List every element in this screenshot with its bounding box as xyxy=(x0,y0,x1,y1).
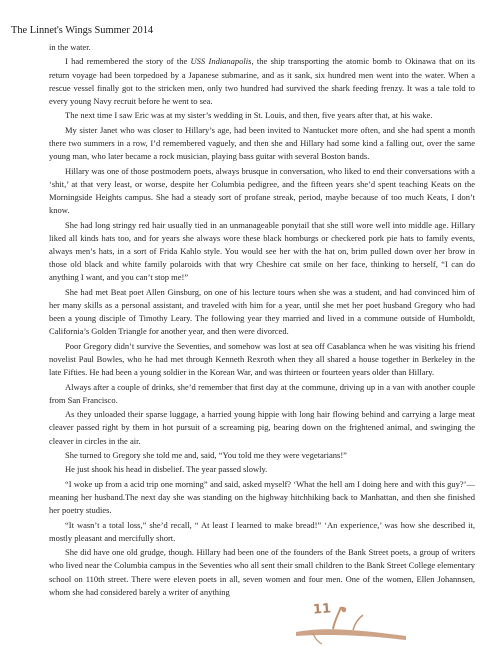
ship-name: USS Indianapolis xyxy=(190,56,252,67)
paragraph: The next time I saw Eric was at my sister’s wedding in St. Louis, and then, five years after that, at his wake. xyxy=(65,110,433,121)
paragraph: He just shook his head in disbelief. The year passed slowly. xyxy=(65,464,268,475)
paragraph: She did have one old grudge, though. Hillary had been one of the founders of the Bank Street poets, a group of writers who lived near the Columbia campus in the Seventies who all sent their small children to the Bank Street College elementary school on 110th street. There were eleven poets in all, seven women and four men. One of the women, Ellen Johannsen, whom she had considered barely a writer of anything xyxy=(49,547,475,597)
branch-ornament-icon xyxy=(293,603,410,645)
paragraph: “I woke up from a acid trip one morning” and said, asked myself? ‘What the hell am I doing here and with this guy?’— meaning her husband.The next day she was standing on the highway hitchhiking back to Manhattan, and then she finished her poetry studies. xyxy=(49,478,475,516)
paragraph: I had remembered the story of the USS Indianapolis, the ship transporting the atomic bomb to Okinawa that on its return voyage had been torpedoed by a Japanese submarine, and as it sank, six hundred men went into the water. When a rescue vessel finally got to the stricken men, only two hundred had survived the shark feeding frenzy. It was a tale told to every young Navy recruit before he went to sea. xyxy=(49,56,475,106)
paragraph: She had long stringy red hair usually tied in an unmanageable ponytail that she still wore well into middle age. Hillary liked all kinds hats too, and for years she always wore these black homburgs or checkered pork pie hats to family events, always men’s hats, in a sort of Frida Kahlo style. You would see her with the hat on, brim pulled down over her brow in those old black and white family polaroids with that wry Cheshire cat smile on her face, thinking to herself, “I can do anything I want, and you can’t stop me!” xyxy=(49,219,475,283)
running-header: The Linnet's Wings Summer 2014 xyxy=(11,25,154,36)
paragraph: Poor Gregory didn’t survive the Seventies, and somehow was lost at sea off Casablanca when he was visiting his friend novelist Paul Bowles, who he had met through Kenneth Rexroth when they all shared a house together in Berkeley in the late Fifties. He had been a young soldier in the Korean War, and was thirteen or fourteen years older than Hillary. xyxy=(49,340,475,378)
paragraph: “It wasn’t a total loss,” she’d recall, “ At least I learned to make bread!” ‘An experience,’ was how she described it, mostly pleasant and mercifully short. xyxy=(49,519,475,543)
paragraph: in the water. xyxy=(49,42,91,52)
paragraph: She had met Beat poet Allen Ginsburg, on one of his lecture tours when she was a student, and had convinced him of her many skills as a personal assistant, and traveled with him for a year, until she met her poet husband Gregory who had been a young disciple of Timothy Leary. The following year they married and lived in a commune outside of Humboldt, California’s Golden Triangle for another year, and then were divorced. xyxy=(49,286,475,337)
paragraph: As they unloaded their sparse luggage, a harried young hippie with long hair flowing behind and carrying a large meat cleaver passed right by them in hot pursuit of a screaming pig, bearing down on the frightened animal, and swinging the cleaver in circles in the air. xyxy=(49,409,475,446)
article-body xyxy=(49,41,475,600)
paragraph: Always after a couple of drinks, she’d remember that first day at the commune, driving up in a van with another couple from San Francisco. xyxy=(49,381,475,405)
page-number: 11 xyxy=(312,601,332,618)
paragraph: Hillary was one of those postmodern poets, always brusque in conversation, who liked to end their conversations with a ‘shit,’ at that very least, or worse, despite her Columbia pedigree, and the fifteen years she’d spent teaching Keats on the Morningside Heights campus. She had a steady sort of profane streak, period, maybe because of too much Keats, I don’t know. xyxy=(49,165,475,216)
paragraph: She turned to Gregory she told me and, said, “You told me they were vegetarians!” xyxy=(65,449,347,460)
paragraph: My sister Janet who was closer to Hillary’s age, had been invited to Nantucket more often, and she had spent a month there two summers in a row, I’d remembered vaguely, and then she and Hillary had some kind a falling out, over the same young man, who later became a rock musician, playing bass guitar with several Boston bands. xyxy=(49,124,475,162)
